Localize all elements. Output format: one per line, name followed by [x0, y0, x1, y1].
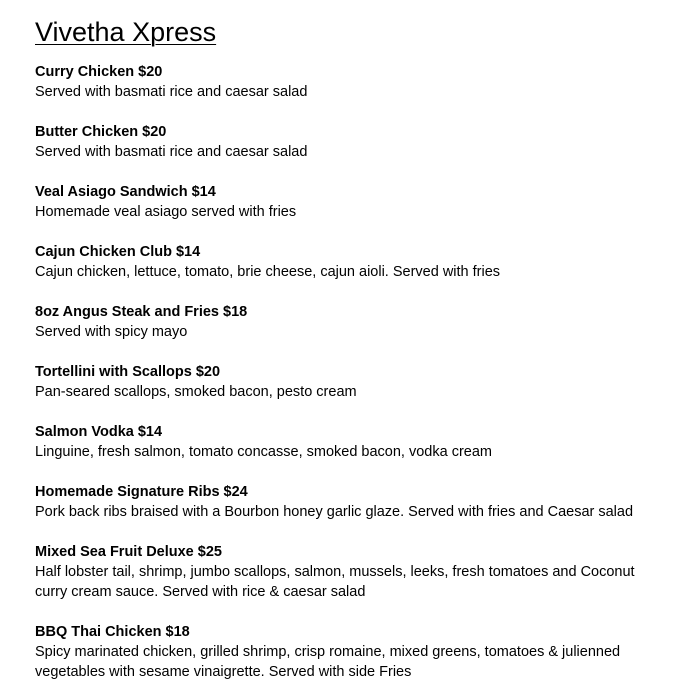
- menu-item-description: Homemade veal asiago served with fries: [35, 204, 297, 220]
- menu-item-description: Served with basmati rice and caesar salad: [35, 84, 308, 100]
- menu-item-description: Half lobster tail, shrimp, jumbo scallops, salmon, mussels, leeks, fresh tomatoes and Coconut curry cream sauce. Served with rice & caesar salad: [35, 564, 635, 600]
- menu-item: [35, 422, 695, 462]
- menu-item-description: Linguine, fresh salmon, tomato concasse, smoked bacon, vodka cream: [35, 444, 492, 460]
- menu-item: [35, 362, 695, 402]
- menu-item-description: Served with basmati rice and caesar salad: [35, 144, 308, 160]
- menu-item-name: Veal Asiago Sandwich $14: [35, 184, 216, 200]
- menu-item-name: Homemade Signature Ribs $24: [35, 484, 248, 500]
- menu-item: [35, 62, 695, 102]
- menu-item-name: BBQ Thai Chicken $18: [35, 624, 190, 640]
- menu-item-description: Pork back ribs braised with a Bourbon honey garlic glaze. Served with fries and Caesar salad: [35, 504, 634, 520]
- menu-item: [35, 542, 695, 602]
- menu-item-description: Served with spicy mayo: [35, 324, 188, 340]
- menu-item-name: Salmon Vodka $14: [35, 424, 163, 440]
- menu-item: [35, 622, 695, 682]
- menu-item-name: Cajun Chicken Club $14: [35, 244, 201, 260]
- menu-item-description: Spicy marinated chicken, grilled shrimp, crisp romaine, mixed greens, tomatoes & julienned vegetables with sesame vinaigrette. Served with side Fries: [35, 644, 621, 680]
- menu-item-name: Mixed Sea Fruit Deluxe $25: [35, 544, 222, 560]
- menu-item-description: Cajun chicken, lettuce, tomato, brie cheese, cajun aioli. Served with fries: [35, 264, 501, 280]
- menu-item-name: 8oz Angus Steak and Fries $18: [35, 304, 248, 320]
- menu-title: Vivetha Xpress: [35, 17, 217, 47]
- menu-item-name: Butter Chicken $20: [35, 124, 167, 140]
- menu-item: [35, 302, 695, 342]
- menu-item: [35, 482, 695, 522]
- menu-item-name: Curry Chicken $20: [35, 64, 163, 80]
- menu-item: [35, 242, 695, 282]
- menu-item: [35, 182, 695, 222]
- menu-item-name: Tortellini with Scallops $20: [35, 364, 221, 380]
- menu-item: [35, 122, 695, 162]
- menu-list: [35, 62, 695, 682]
- menu-item-description: Pan-seared scallops, smoked bacon, pesto cream: [35, 384, 357, 400]
